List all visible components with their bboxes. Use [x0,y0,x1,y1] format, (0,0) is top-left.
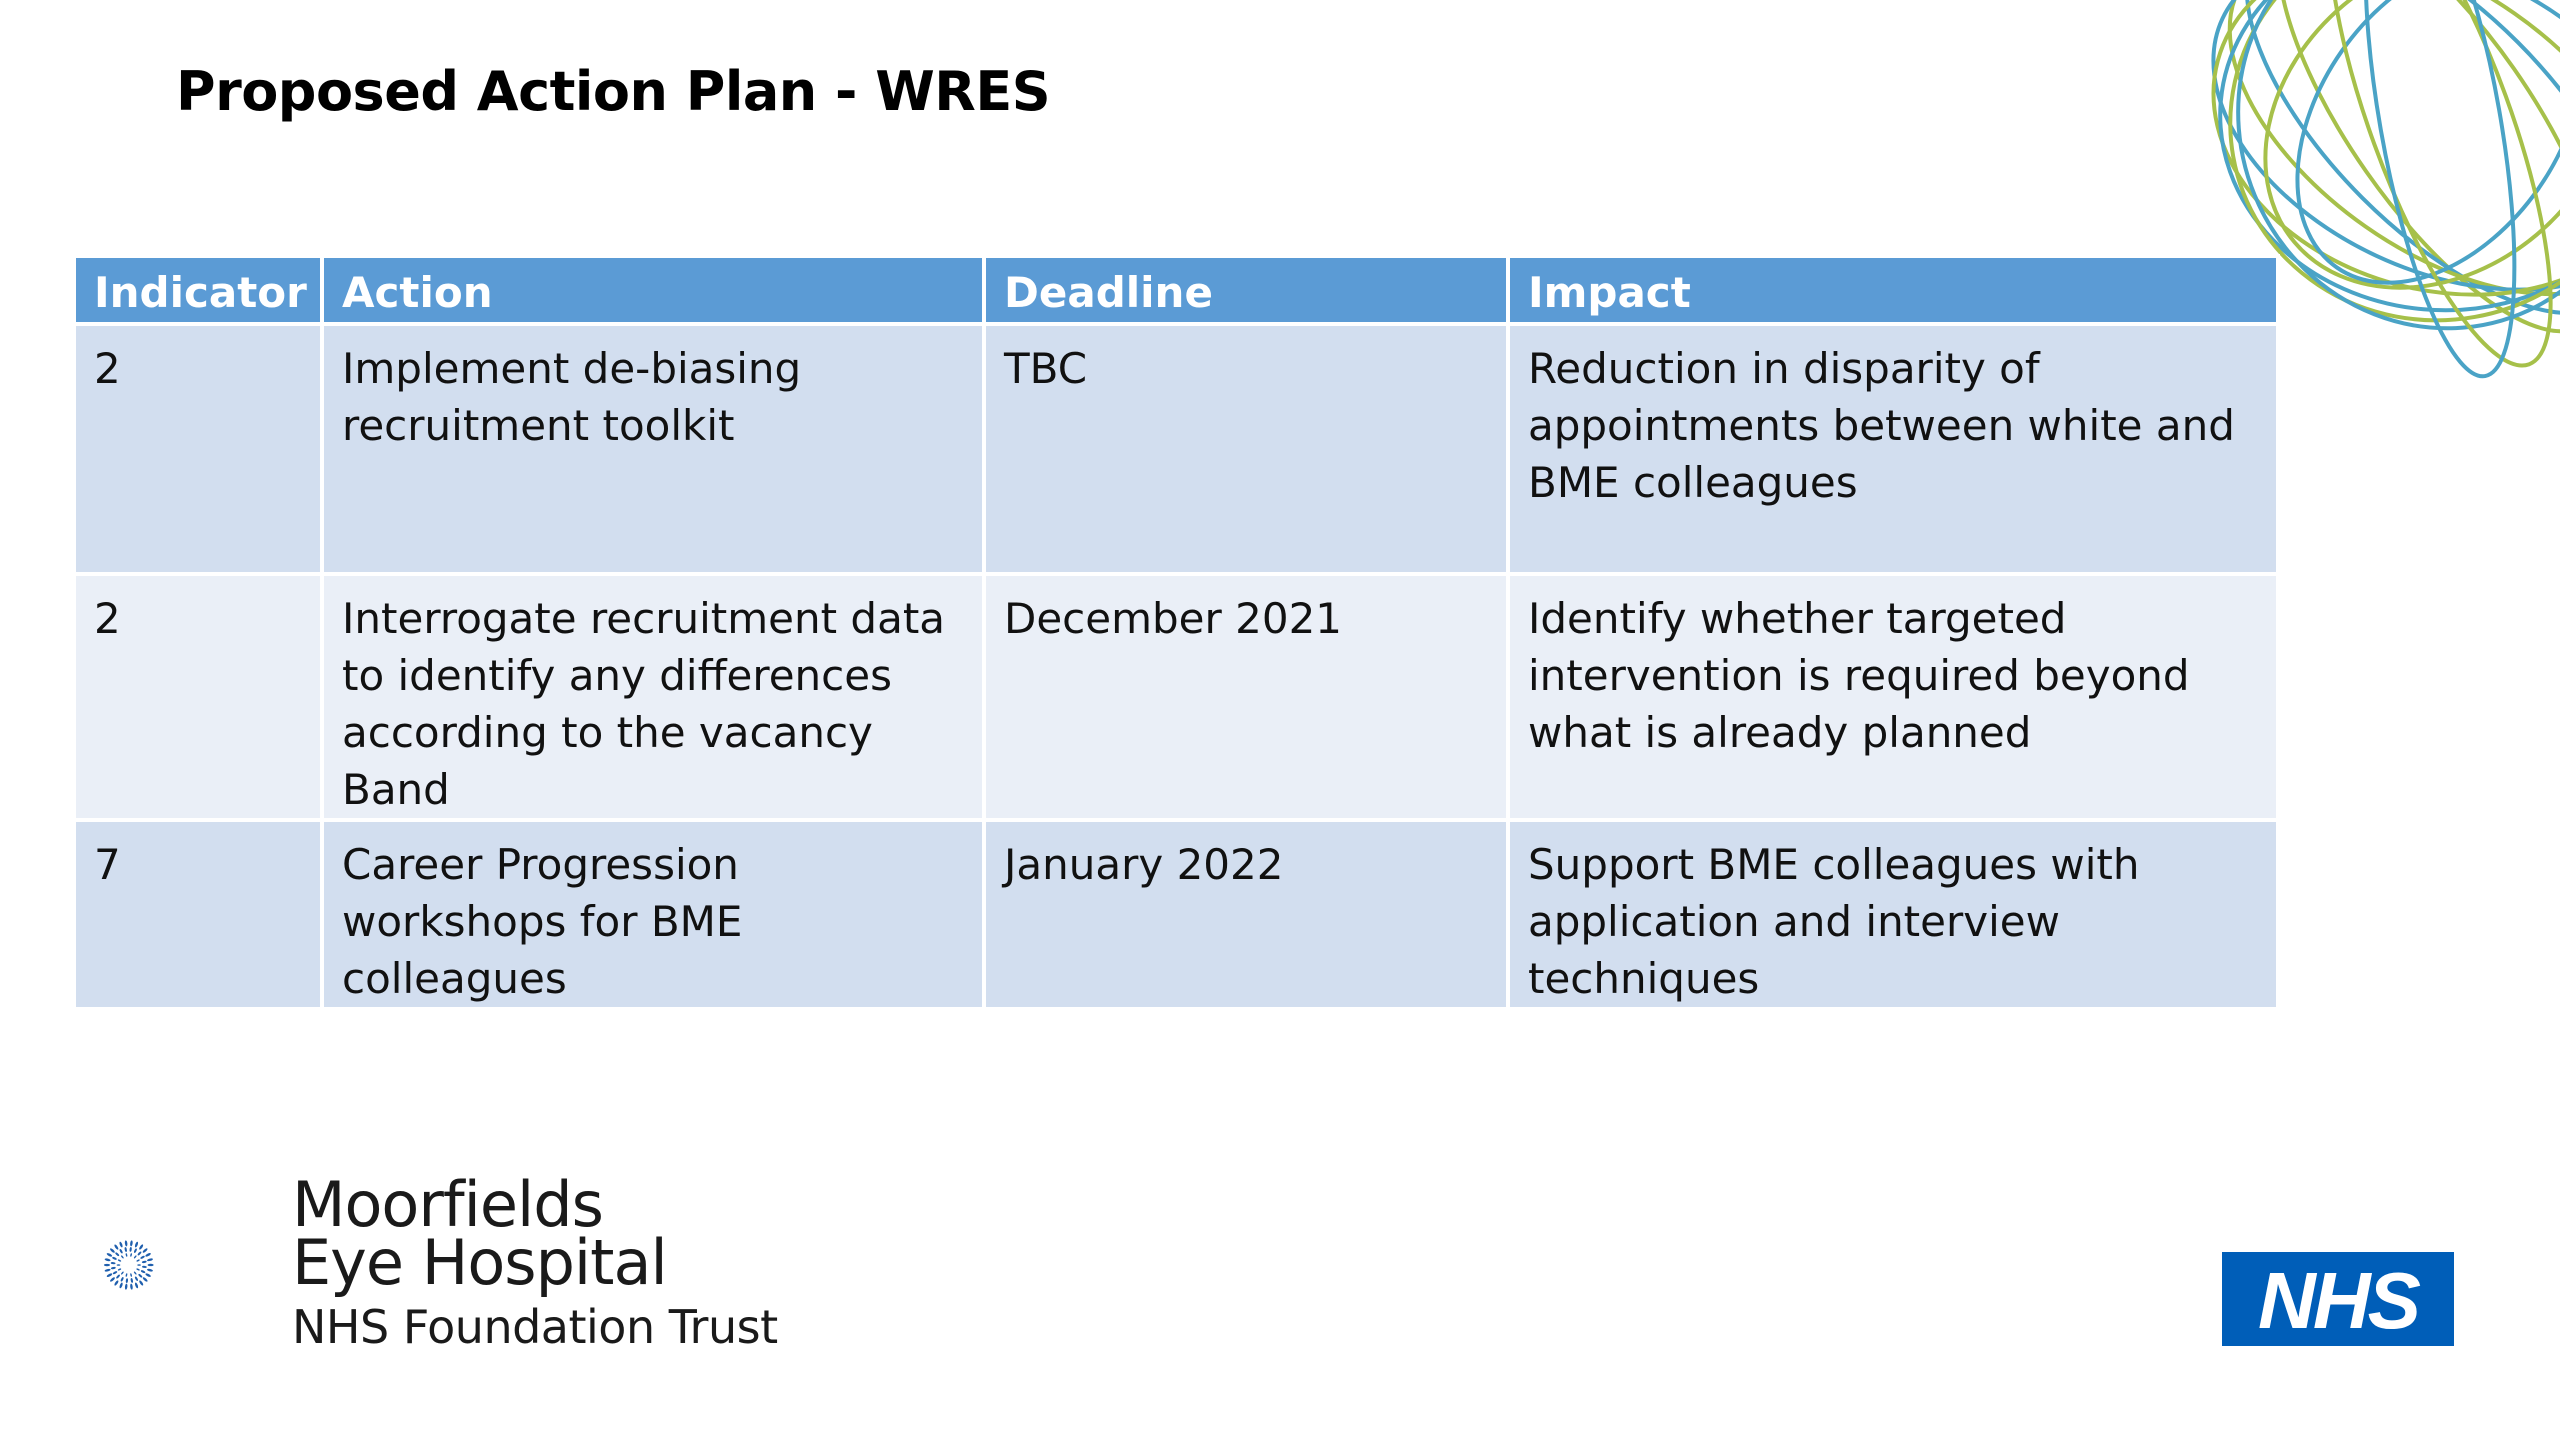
indicator-cell: 7 [74,820,322,1009]
sunburst-petal [121,1271,124,1275]
sunburst-petal [142,1260,147,1263]
sunburst-petal [136,1268,140,1271]
sunburst-petal [137,1264,141,1266]
sunburst-petal [114,1280,119,1286]
impact-cell: Support BME colleagues with application and interview techniques [1508,820,2278,1009]
sunburst-petal [147,1258,153,1262]
action-cell: Implement de-biasing recruitment toolkit [322,324,984,574]
indicator-cell: 2 [74,574,322,820]
sunburst-petal [130,1240,133,1246]
sunburst-petal [104,1268,110,1272]
sunburst-petal [136,1259,140,1262]
deadline-cell: January 2022 [984,820,1508,1009]
sunburst-petal [133,1271,136,1275]
sunburst-petal [138,1273,143,1278]
org-name-line3: NHS Foundation Trust [292,1300,778,1354]
sunburst-petal [142,1266,147,1269]
sunburst-petal [125,1284,128,1290]
sunburst-petal [118,1259,122,1262]
nhs-logo [2222,1252,2454,1346]
table-header-row [74,256,2278,324]
sunburst-petal [118,1268,122,1271]
sunburst-petal [117,1264,121,1266]
sunburst-petal [148,1264,154,1266]
sunburst-petal [114,1244,119,1250]
moorfields-wordmark [292,1168,778,1354]
table-row [74,820,2278,1009]
sunburst-petal [109,1248,115,1254]
sunburst-petal [119,1282,123,1289]
sunburst-petal [137,1251,142,1256]
sunburst-petal [147,1268,153,1272]
sunburst-petal [112,1256,117,1260]
deadline-cell: December 2021 [984,574,1508,820]
sunburst-petal [134,1282,138,1289]
sunburst-petal [112,1271,117,1275]
indicator-cell: 2 [74,324,322,574]
sunburst-petal [111,1262,116,1265]
sunburst-petal [130,1273,132,1277]
nhs-logo-text: NHS [2258,1256,2418,1345]
sunburst-petal [106,1252,112,1257]
sunburst-petal [133,1255,136,1259]
action-cell: Interrogate recruitment data to identify any differences according to the vacancy Band [322,574,984,820]
org-name-line1: Moorfields [292,1168,603,1241]
sunburst-petal [119,1249,123,1254]
table-row [74,324,2278,574]
sunburst-petal [140,1255,145,1259]
sunburst-petal [111,1267,116,1270]
sunburst-petal [125,1273,127,1277]
header-indicator: Indicator [74,256,322,324]
impact-cell: Identify whether targeted intervention is required beyond what is already planned [1508,574,2278,820]
sunburst-petal [119,1241,123,1248]
sunburst-petal [109,1277,115,1283]
header-action: Action [322,256,984,324]
sunburst-petal [120,1277,124,1282]
sunburst-petal [142,1248,148,1254]
impact-cell: Reduction in disparity of appointments between white and BME colleagues [1508,324,2278,574]
sunburst-petal [115,1252,120,1257]
sunburst-petal [138,1280,143,1286]
header-deadline: Deadline [984,256,1508,324]
table-row [74,574,2278,820]
sunburst-petal [104,1264,110,1266]
sunburst-petal [145,1273,151,1278]
org-name-line2: Eye Hospital [292,1226,667,1299]
sunburst-eye-icon [104,1240,154,1290]
sunburst-petal [130,1253,132,1257]
sunburst-petal [140,1270,145,1274]
sunburst-petal [125,1253,127,1257]
moorfields-logo [100,1170,300,1360]
sunburst-petal [106,1273,112,1278]
slide-title: Proposed Action Plan - WRES [176,60,1051,123]
sunburst-petal [129,1247,132,1252]
sunburst-petal [145,1252,151,1257]
sunburst-petal [134,1276,138,1281]
sunburst-petal [121,1255,124,1259]
sunburst-petal [130,1284,133,1290]
sunburst-petal [142,1277,148,1283]
sunburst-petal [104,1258,110,1262]
action-cell: Career Progression workshops for BME colleagues [322,820,984,1009]
sunburst-petal [116,1274,121,1279]
sunburst-petal [138,1244,143,1250]
sunburst-petal [130,1278,133,1283]
action-plan-table [72,254,2280,1011]
header-impact: Impact [1508,256,2278,324]
sunburst-petal [134,1241,138,1248]
sunburst-petal [124,1247,127,1252]
sunburst-petal [125,1240,128,1246]
sunburst-petal [126,1278,129,1283]
sunburst-petal [133,1248,137,1253]
deadline-cell: TBC [984,324,1508,574]
